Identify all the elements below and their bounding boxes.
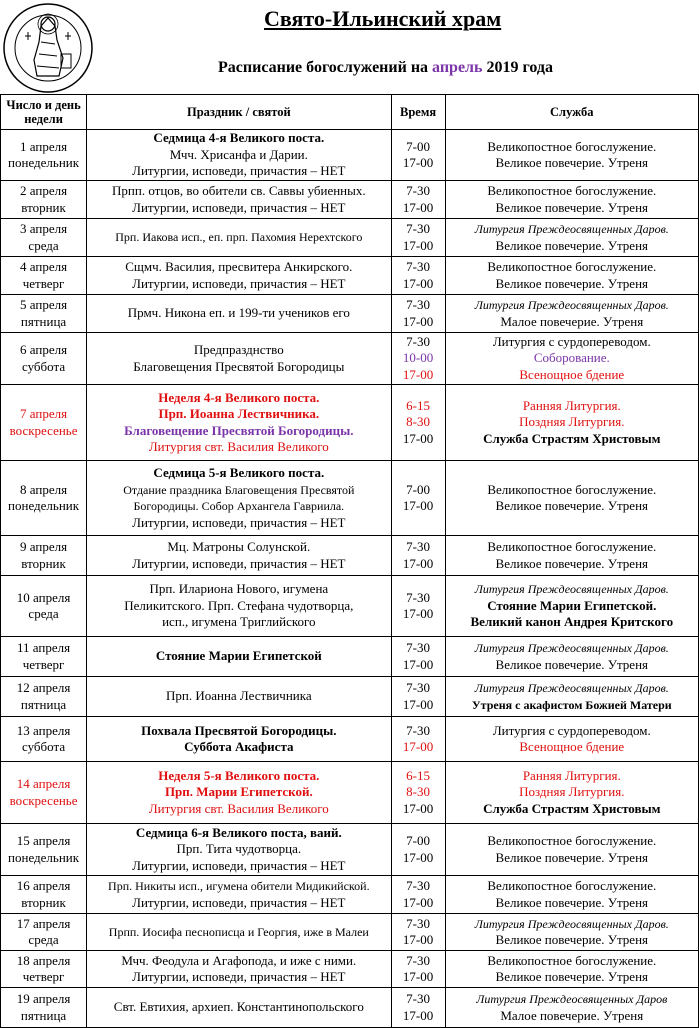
- date-cell: [1, 385, 87, 461]
- table-row: [1, 824, 699, 876]
- date-text: четверг: [22, 275, 65, 291]
- service-cell: [445, 333, 698, 385]
- table-row: [1, 461, 699, 536]
- header-date: Число и день недели: [1, 95, 87, 130]
- date-text: 5 апреля: [20, 297, 68, 312]
- date-text: 8 апреля: [20, 481, 68, 497]
- feast-text: Пеликитского. Прп. Стефана чудотворца,: [124, 597, 354, 613]
- service-text: Великопостное богослужение.: [487, 183, 657, 198]
- feast-cell: [87, 536, 391, 576]
- time-cell: [391, 295, 445, 333]
- table-row: [1, 295, 699, 333]
- time-text: 7-30: [406, 259, 430, 274]
- feast-text: Прмч. Никона еп. и 199-ти учеников его: [127, 305, 350, 321]
- time-text: 8-30: [406, 414, 430, 430]
- date-cell: [1, 914, 87, 951]
- time-text: 7-00: [406, 833, 430, 848]
- feast-cell: [87, 130, 391, 181]
- service-text: Малое повечерие. Утреня: [500, 313, 644, 329]
- date-cell: [1, 576, 87, 637]
- feast-cell: [87, 576, 391, 637]
- feast-text: Сщмч. Василия, пресвитера Анкирского.: [125, 259, 353, 274]
- service-text: Великое повечерие. Утреня: [495, 275, 649, 291]
- feast-text: Прпп. отцов, во обители св. Саввы убиенных.: [112, 183, 366, 198]
- time-cell: [391, 988, 445, 1028]
- time-text: 17-00: [402, 969, 434, 984]
- time-text: 17-00: [402, 498, 434, 513]
- feast-text: Благовещение Пресвятой Богородицы.: [124, 422, 354, 438]
- service-cell: [445, 951, 698, 988]
- table-row: [1, 333, 699, 385]
- table-row: [1, 576, 699, 637]
- service-text: Великопостное богослужение.: [487, 481, 657, 497]
- service-text: Великое повечерие. Утреня: [495, 199, 649, 215]
- service-text: Служба Страстям Христовым: [483, 800, 661, 816]
- service-text: Литургия Преждеосвященных Даров.: [474, 681, 669, 695]
- service-text: Великое повечерие. Утреня: [495, 894, 649, 910]
- feast-text: Мчч. Феодула и Агафопода, и иже с ними.: [121, 952, 357, 968]
- feast-text: Прп. Тита чудотворца.: [176, 841, 302, 857]
- service-text: Малое повечерие. Утреня: [500, 1007, 644, 1023]
- date-text: 18 апреля: [16, 952, 71, 968]
- date-cell: [1, 257, 87, 295]
- date-cell: [1, 333, 87, 385]
- feast-text: Литургия свт. Василия Великого: [148, 800, 329, 816]
- date-text: пятница: [20, 1007, 67, 1023]
- date-text: 10 апреля: [16, 589, 71, 605]
- time-cell: [391, 461, 445, 536]
- service-text: Великопостное богослужение.: [487, 138, 657, 154]
- time-text: 17-00: [402, 932, 434, 947]
- service-text: Великопостное богослужение.: [487, 539, 657, 554]
- feast-text: Седмица 4-я Великого поста.: [153, 130, 325, 146]
- date-text: среда: [28, 606, 59, 621]
- header-service: Служба: [445, 95, 698, 130]
- time-cell: [391, 576, 445, 637]
- service-text: Поздняя Литургия.: [519, 784, 625, 800]
- time-text: 7-00: [406, 481, 430, 497]
- service-text: Великое повечерие. Утреня: [495, 969, 649, 984]
- feast-text: Стояние Марии Египетской: [155, 648, 322, 664]
- service-cell: [445, 295, 698, 333]
- time-text: 7-30: [406, 539, 430, 554]
- time-text: 7-30: [406, 878, 430, 893]
- feast-text: Похвала Пресвятой Богородицы.: [141, 722, 337, 738]
- feast-text: Свт. Евтихия, архиеп. Константинопольского: [113, 999, 364, 1015]
- service-cell: [445, 576, 698, 637]
- feast-cell: [87, 876, 391, 914]
- date-text: пятница: [20, 313, 67, 329]
- date-text: 4 апреля: [20, 259, 68, 274]
- feast-cell: [87, 762, 391, 824]
- date-text: 17 апреля: [16, 915, 71, 931]
- date-text: 13 апреля: [16, 722, 71, 738]
- time-text: 7-30: [406, 680, 430, 695]
- time-text: 17-00: [402, 366, 434, 382]
- feast-text: Прпп. Иосифа песнописца и Георгия, иже в Малеи: [108, 924, 369, 939]
- date-text: воскресенье: [9, 792, 78, 808]
- date-cell: [1, 461, 87, 536]
- service-text: Всенощное бдение: [519, 739, 625, 754]
- feast-text: Прп. Илариона Нового, игумена: [149, 581, 329, 597]
- service-text: Соборование.: [533, 350, 610, 366]
- service-cell: [445, 824, 698, 876]
- date-text: 12 апреля: [16, 680, 71, 695]
- date-text: 3 апреля: [20, 221, 68, 236]
- feast-text: Седмица 5-я Великого поста.: [153, 465, 325, 480]
- date-cell: [1, 219, 87, 257]
- feast-text: Литургии, исповеди, причастия – НЕТ: [132, 969, 346, 984]
- feast-cell: [87, 988, 391, 1028]
- time-text: 17-00: [402, 199, 434, 215]
- feast-cell: [87, 461, 391, 536]
- service-text: Ранняя Литургия.: [522, 767, 621, 783]
- service-text: Литургия Преждеосвященных Даров: [476, 992, 668, 1006]
- table-row: [1, 219, 699, 257]
- feast-cell: [87, 385, 391, 461]
- service-text: Великопостное богослужение.: [487, 833, 657, 848]
- date-text: 2 апреля: [20, 183, 68, 198]
- date-cell: [1, 717, 87, 762]
- date-text: воскресенье: [9, 422, 78, 438]
- service-text: Служба Страстям Христовым: [483, 430, 661, 446]
- feast-text: Благовещения Пресвятой Богородицы: [133, 358, 345, 374]
- feast-text: Мц. Матроны Солунской.: [167, 539, 311, 554]
- date-cell: [1, 762, 87, 824]
- time-text: 7-30: [406, 221, 430, 236]
- feast-text: Богородицы. Собор Архангела Гавриила.: [133, 499, 345, 513]
- date-text: понедельник: [8, 155, 80, 170]
- time-text: 17-00: [402, 155, 434, 170]
- page-title: Свято-Ильинский храм: [264, 6, 502, 31]
- service-cell: [445, 130, 698, 181]
- time-text: 7-30: [406, 333, 430, 349]
- time-cell: [391, 130, 445, 181]
- date-text: 9 апреля: [20, 539, 68, 554]
- time-cell: [391, 333, 445, 385]
- time-cell: [391, 677, 445, 717]
- feast-text: Предпразднство: [193, 342, 284, 357]
- feast-text: исп., игумена Триглийского: [162, 614, 316, 630]
- time-text: 17-00: [402, 800, 434, 816]
- feast-cell: [87, 181, 391, 219]
- service-cell: [445, 181, 698, 219]
- feast-text: Литургии, исповеди, причастия – НЕТ: [132, 514, 346, 530]
- feast-text: Неделя 4-я Великого поста.: [158, 389, 320, 405]
- date-text: вторник: [21, 199, 66, 215]
- time-cell: [391, 385, 445, 461]
- service-cell: [445, 257, 698, 295]
- feast-cell: [87, 824, 391, 876]
- date-text: среда: [28, 932, 59, 947]
- time-text: 7-30: [406, 722, 430, 738]
- table-row: [1, 762, 699, 824]
- feast-text: Суббота Акафиста: [184, 739, 294, 754]
- service-cell: [445, 876, 698, 914]
- time-text: 7-30: [406, 952, 430, 968]
- time-cell: [391, 181, 445, 219]
- service-text: Великое повечерие. Утреня: [495, 237, 649, 253]
- date-cell: [1, 677, 87, 717]
- service-cell: [445, 637, 698, 677]
- table-row: [1, 257, 699, 295]
- table-row: [1, 637, 699, 677]
- date-text: 6 апреля: [20, 342, 68, 357]
- service-text: Литургия Преждеосвященных Даров.: [474, 582, 669, 597]
- feast-text: Мчч. Хрисанфа и Дарии.: [169, 146, 308, 162]
- feast-cell: [87, 637, 391, 677]
- service-cell: [445, 461, 698, 536]
- feast-cell: [87, 219, 391, 257]
- time-text: 17-00: [402, 894, 434, 910]
- service-text: Литургия Преждеосвященных Даров.: [474, 298, 669, 312]
- service-text: Великопостное богослужение.: [487, 878, 657, 893]
- time-text: 7-30: [406, 640, 430, 655]
- date-text: 16 апреля: [16, 878, 71, 893]
- service-text: Великое повечерие. Утреня: [495, 656, 649, 672]
- time-text: 10-00: [402, 350, 434, 366]
- time-text: 17-00: [402, 1007, 434, 1023]
- feast-text: Седмица 6-я Великого поста, ваий.: [135, 824, 342, 840]
- date-text: пятница: [20, 696, 67, 712]
- feast-cell: [87, 951, 391, 988]
- time-text: 17-00: [402, 656, 434, 672]
- time-cell: [391, 951, 445, 988]
- table-row: [1, 181, 699, 219]
- table-row: [1, 130, 699, 181]
- time-text: 17-00: [402, 430, 434, 446]
- service-text: Поздняя Литургия.: [519, 414, 625, 430]
- time-cell: [391, 219, 445, 257]
- service-text: Великое повечерие. Утреня: [495, 155, 649, 170]
- time-text: 7-30: [406, 991, 430, 1006]
- time-text: 17-00: [402, 237, 434, 253]
- time-text: 7-00: [406, 138, 430, 154]
- time-text: 17-00: [402, 696, 434, 712]
- service-text: Великопостное богослужение.: [487, 259, 657, 274]
- time-cell: [391, 717, 445, 762]
- feast-text: Литургии, исповеди, причастия – НЕТ: [132, 275, 346, 291]
- time-text: 17-00: [402, 555, 434, 571]
- page-header: [0, 0, 699, 92]
- service-cell: [445, 536, 698, 576]
- feast-cell: [87, 717, 391, 762]
- table-row: [1, 914, 699, 951]
- feast-text: Прп. Иоанна Лествичника.: [158, 406, 320, 421]
- page-subtitle: Расписание богослужений на апрель 2019 года: [218, 59, 553, 76]
- date-text: суббота: [22, 739, 66, 754]
- feast-text: Прп. Иоанна Лествичника: [165, 688, 312, 704]
- time-cell: [391, 914, 445, 951]
- date-text: вторник: [21, 894, 66, 910]
- subtitle-month: апрель: [432, 59, 483, 76]
- date-text: вторник: [21, 555, 66, 571]
- feast-text: Литургии, исповеди, причастия – НЕТ: [132, 894, 346, 910]
- date-cell: [1, 876, 87, 914]
- service-text: Литургия с сурдопереводом.: [492, 722, 651, 738]
- date-text: 11 апреля: [17, 640, 71, 655]
- table-row: [1, 988, 699, 1028]
- service-text: Великое повечерие. Утреня: [495, 849, 649, 865]
- feast-text: Отдание праздника Благовещения Пресвятой: [123, 482, 355, 497]
- time-text: 17-00: [402, 739, 434, 754]
- time-text: 7-30: [406, 183, 430, 198]
- date-text: четверг: [22, 969, 65, 984]
- time-text: 17-00: [402, 849, 434, 865]
- feast-cell: [87, 677, 391, 717]
- table-row: [1, 385, 699, 461]
- feast-cell: [87, 914, 391, 951]
- date-text: 14 апреля: [16, 776, 71, 791]
- feast-cell: [87, 257, 391, 295]
- service-text: Великое повечерие. Утреня: [495, 932, 649, 947]
- feast-text: Литургии, исповеди, причастия – НЕТ: [132, 555, 346, 571]
- service-text: Великий канон Андрея Критского: [470, 614, 674, 630]
- feast-text: Литургии, исповеди, причастия – НЕТ: [132, 199, 346, 215]
- time-cell: [391, 257, 445, 295]
- time-text: 6-15: [406, 767, 430, 783]
- service-text: Литургия с сурдопереводом.: [492, 333, 651, 349]
- time-text: 7-30: [406, 297, 430, 312]
- time-cell: [391, 876, 445, 914]
- service-text: Ранняя Литургия.: [522, 397, 621, 413]
- date-text: 7 апреля: [20, 406, 68, 421]
- feast-text: Литургии, исповеди, причастия – НЕТ: [132, 163, 346, 179]
- service-text: Великое повечерие. Утреня: [495, 498, 649, 513]
- service-cell: [445, 717, 698, 762]
- service-cell: [445, 385, 698, 461]
- service-cell: [445, 988, 698, 1028]
- date-text: четверг: [22, 656, 65, 672]
- church-seal-icon: [1, 2, 95, 94]
- time-text: 7-30: [406, 589, 430, 605]
- feast-text: Неделя 5-я Великого поста.: [158, 767, 320, 783]
- date-cell: [1, 130, 87, 181]
- header-feast: Праздник / святой: [87, 95, 391, 130]
- feast-text: Прп. Никиты исп., игумена обители Мидикийской.: [108, 879, 370, 893]
- date-cell: [1, 824, 87, 876]
- date-cell: [1, 951, 87, 988]
- table-row: [1, 677, 699, 717]
- date-cell: [1, 536, 87, 576]
- table-row: [1, 717, 699, 762]
- time-text: 8-30: [406, 784, 430, 800]
- service-text: Литургия Преждеосвященных Даров.: [474, 641, 669, 655]
- schedule-body: [1, 130, 699, 1028]
- table-header-row: [1, 95, 699, 130]
- table-row: [1, 536, 699, 576]
- feast-text: Прп. Марии Египетской.: [164, 784, 313, 800]
- time-text: 17-00: [402, 275, 434, 291]
- schedule-table: [0, 94, 699, 1028]
- service-text: Всенощное бдение: [519, 366, 625, 382]
- time-text: 6-15: [406, 397, 430, 413]
- time-cell: [391, 824, 445, 876]
- time-text: 17-00: [402, 313, 434, 329]
- service-text: Утреня с акафистом Божией Матери: [471, 697, 672, 712]
- date-cell: [1, 988, 87, 1028]
- date-text: 15 апреля: [16, 833, 71, 848]
- feast-cell: [87, 333, 391, 385]
- feast-text: Литургии, исповеди, причастия – НЕТ: [132, 857, 346, 873]
- date-text: 1 апреля: [20, 138, 68, 154]
- date-cell: [1, 295, 87, 333]
- service-text: Литургия Преждеосвященных Даров.: [474, 916, 669, 931]
- table-row: [1, 876, 699, 914]
- table-row: [1, 951, 699, 988]
- service-cell: [445, 762, 698, 824]
- time-text: 7-30: [406, 915, 430, 931]
- date-text: 19 апреля: [16, 991, 71, 1006]
- service-text: Великое повечерие. Утреня: [495, 555, 649, 571]
- service-cell: [445, 219, 698, 257]
- service-text: Великопостное богослужение.: [487, 952, 657, 968]
- time-text: 17-00: [402, 606, 434, 621]
- feast-text: Литургия свт. Василия Великого: [148, 439, 329, 454]
- feast-cell: [87, 295, 391, 333]
- service-text: Литургия Преждеосвященных Даров.: [474, 222, 669, 236]
- service-cell: [445, 914, 698, 951]
- header-time: Время: [391, 95, 445, 130]
- service-cell: [445, 677, 698, 717]
- time-cell: [391, 637, 445, 677]
- date-cell: [1, 637, 87, 677]
- date-cell: [1, 181, 87, 219]
- date-text: понедельник: [8, 849, 80, 865]
- feast-text: Прп. Иакова исп., еп. прп. Пахомия Нерехтского: [115, 230, 363, 245]
- service-text: Стояние Марии Египетской.: [487, 597, 657, 613]
- time-cell: [391, 762, 445, 824]
- date-text: суббота: [22, 358, 66, 374]
- time-cell: [391, 536, 445, 576]
- date-text: среда: [28, 237, 59, 253]
- date-text: понедельник: [8, 498, 80, 513]
